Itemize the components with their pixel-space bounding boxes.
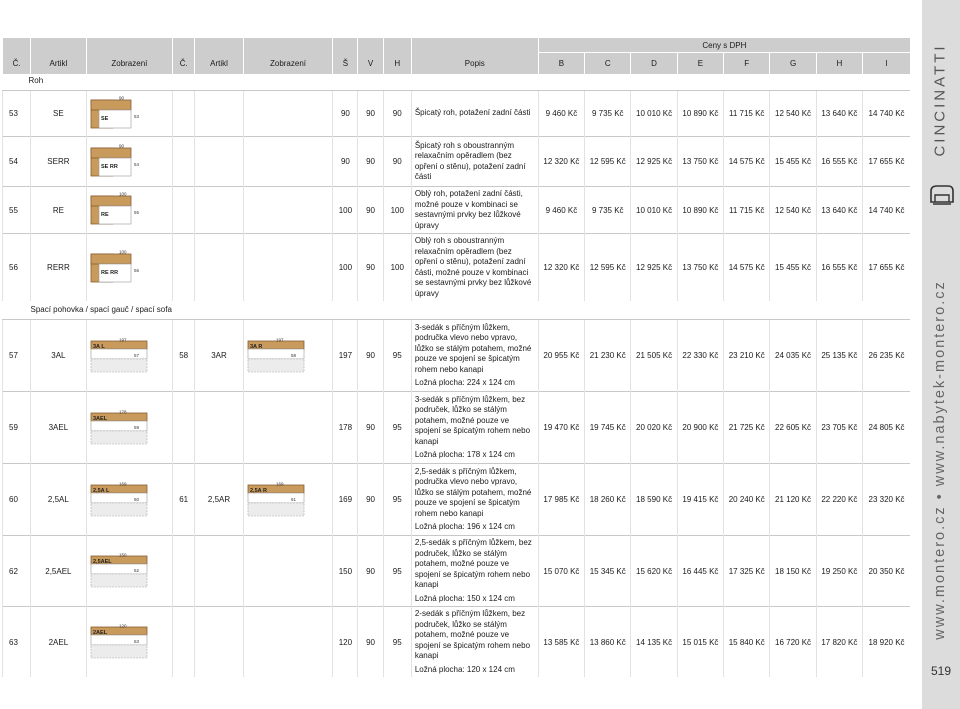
item-description <box>411 320 538 392</box>
price-cell: 14 740 Kč <box>863 91 910 137</box>
sofa-logo-icon <box>928 182 956 206</box>
drawing-width: 169 <box>275 481 284 486</box>
price-cell: 11 715 Kč <box>724 187 770 234</box>
price-col-g: G <box>770 53 816 74</box>
price-cell: 26 235 Kč <box>863 320 910 392</box>
dim-depth: 100 <box>383 234 411 302</box>
empty-cell <box>243 137 333 187</box>
dim-height: 90 <box>358 464 383 536</box>
product-drawing <box>89 192 151 228</box>
item-number: 53 <box>3 91 31 137</box>
item-number: 54 <box>3 137 31 187</box>
price-cell: 13 750 Kč <box>677 137 723 187</box>
description-text: Oblý roh, potažení zadní části, možné pouze v kombinaci se sestavnými prvky bez lůžkové úpravy <box>414 189 523 230</box>
drawing-num: 61 <box>290 496 296 502</box>
table-row <box>3 137 911 187</box>
item-drawing <box>86 320 173 392</box>
item-number-2: 61 <box>173 464 195 536</box>
item-number: 59 <box>3 392 31 464</box>
drawing-label: 2,5A L <box>92 487 109 494</box>
empty-cell <box>243 536 333 607</box>
product-drawing <box>246 482 308 518</box>
item-drawing <box>86 137 173 187</box>
item-number: 63 <box>3 607 31 678</box>
price-cell: 20 350 Kč <box>863 536 910 607</box>
price-cell: 17 820 Kč <box>816 607 862 678</box>
price-col-i: I <box>863 53 910 74</box>
dim-depth: 90 <box>383 137 411 187</box>
dim-depth: 95 <box>383 320 411 392</box>
drawing-bed <box>91 359 147 372</box>
dim-width: 120 <box>333 607 358 678</box>
col-header-hloubka: H <box>383 38 411 74</box>
item-drawing <box>86 607 173 678</box>
drawing-label: 2,5AEL <box>92 559 112 565</box>
item-drawing <box>86 464 173 536</box>
price-cell: 16 555 Kč <box>816 234 862 302</box>
empty-cell <box>243 187 333 234</box>
drawing-back <box>91 148 131 158</box>
price-cell: 9 735 Kč <box>585 187 631 234</box>
price-cell: 12 540 Kč <box>770 187 816 234</box>
col-header-sirka: Š <box>333 38 358 74</box>
price-cell: 24 805 Kč <box>863 392 910 464</box>
description-text: 3-sedák s příčným lůžkem, bez područek, lůžko se stálým potahem, možné pouze ve spojení se špicatým rohem nebo kanapi <box>414 394 531 446</box>
drawing-label: 3AEL <box>92 415 107 422</box>
drawing-num: 58 <box>290 352 296 358</box>
dim-width: 178 <box>333 392 358 464</box>
price-col-e: E <box>677 53 723 74</box>
empty-cell <box>195 187 243 234</box>
item-code: RE <box>31 187 86 234</box>
price-col-h: H <box>816 53 862 74</box>
item-description <box>411 464 538 536</box>
drawing-label: 3A L <box>92 343 105 350</box>
price-cell: 10 010 Kč <box>631 187 677 234</box>
price-cell: 12 320 Kč <box>538 234 584 302</box>
price-cell: 10 890 Kč <box>677 187 723 234</box>
drawing-label: 2AEL <box>92 630 107 636</box>
price-cell: 12 925 Kč <box>631 137 677 187</box>
item-number: 62 <box>3 536 31 607</box>
col-header-artikl: Artikl <box>31 38 86 74</box>
drawing-width: 100 <box>118 192 127 197</box>
item-code-2: 2,5AR <box>195 464 243 536</box>
table-row <box>3 234 911 302</box>
item-code: SE <box>31 91 86 137</box>
item-drawing <box>86 392 173 464</box>
col-header-num: Č. <box>3 38 31 74</box>
price-cell: 23 705 Kč <box>816 392 862 464</box>
item-description <box>411 392 538 464</box>
item-code: 2AEL <box>31 607 86 678</box>
price-cell: 11 715 Kč <box>724 91 770 137</box>
empty-cell <box>173 91 195 137</box>
price-cell: 17 655 Kč <box>863 137 910 187</box>
col-header-vyska: V <box>358 38 383 74</box>
price-col-d: D <box>631 53 677 74</box>
price-cell: 18 590 Kč <box>631 464 677 536</box>
price-cell: 23 320 Kč <box>863 464 910 536</box>
price-cell: 10 010 Kč <box>631 91 677 137</box>
drawing-label: RE <box>100 212 109 218</box>
item-code: RERR <box>31 234 86 302</box>
price-col-c: C <box>585 53 631 74</box>
product-drawing <box>89 144 151 180</box>
price-cell: 14 135 Kč <box>631 607 677 678</box>
item-description <box>411 607 538 678</box>
item-description <box>411 137 538 187</box>
price-cell: 9 460 Kč <box>538 91 584 137</box>
drawing-width: 100 <box>118 249 127 254</box>
dim-height: 90 <box>358 187 383 234</box>
bed-size: Ložná plocha: 120 x 124 cm <box>414 664 515 674</box>
product-drawing <box>89 553 151 589</box>
empty-cell <box>195 607 243 678</box>
price-cell: 16 720 Kč <box>770 607 816 678</box>
item-drawing <box>86 234 173 302</box>
item-number: 55 <box>3 187 31 234</box>
drawing-bed <box>91 645 147 658</box>
price-cell: 15 455 Kč <box>770 234 816 302</box>
drawing-bed <box>248 359 304 372</box>
price-cell: 21 230 Kč <box>585 320 631 392</box>
description-text: 3-sedák s příčným lůžkem, područka vlevo nebo vpravo, lůžko se stálým potahem, možné pouze ve spojení se špicatým rohem nebo kanapi <box>414 322 532 374</box>
item-drawing <box>86 91 173 137</box>
price-col-f: F <box>724 53 770 74</box>
drawing-width: 90 <box>118 95 124 100</box>
price-cell: 13 585 Kč <box>538 607 584 678</box>
dim-width: 197 <box>333 320 358 392</box>
drawing-label: 3A R <box>249 343 263 350</box>
dim-height: 90 <box>358 234 383 302</box>
bed-size: Ložná plocha: 150 x 124 cm <box>414 593 515 603</box>
description-text: Špicatý roh, potažení zadní části <box>414 108 531 118</box>
price-cell: 18 920 Kč <box>863 607 910 678</box>
price-cell: 23 210 Kč <box>724 320 770 392</box>
drawing-width: 197 <box>118 337 127 342</box>
dim-depth: 95 <box>383 464 411 536</box>
price-cell: 14 575 Kč <box>724 234 770 302</box>
item-number: 60 <box>3 464 31 536</box>
drawing-back <box>91 196 131 206</box>
description-text: Oblý roh s oboustranným relaxačním opěradlem (bez opření o stěnu), potažení zadní části, možné pouze v kombinaci se sestavnými prvky bez lůžkové úpravy <box>414 236 532 298</box>
dim-height: 90 <box>358 607 383 678</box>
price-cell: 17 655 Kč <box>863 234 910 302</box>
price-cell: 22 605 Kč <box>770 392 816 464</box>
price-cell: 22 330 Kč <box>677 320 723 392</box>
drawing-num: 62 <box>133 568 139 573</box>
drawing-back <box>91 100 131 110</box>
price-cell: 25 135 Kč <box>816 320 862 392</box>
empty-cell <box>173 234 195 302</box>
price-cell: 10 890 Kč <box>677 91 723 137</box>
price-cell: 13 640 Kč <box>816 187 862 234</box>
price-cell: 18 260 Kč <box>585 464 631 536</box>
dim-depth: 100 <box>383 187 411 234</box>
product-drawing <box>89 410 151 446</box>
price-cell: 15 620 Kč <box>631 536 677 607</box>
price-cell: 15 070 Kč <box>538 536 584 607</box>
dim-height: 90 <box>358 392 383 464</box>
dim-width: 150 <box>333 536 358 607</box>
page-number: 519 <box>930 664 952 678</box>
price-cell: 12 595 Kč <box>585 137 631 187</box>
item-number-2: 58 <box>173 320 195 392</box>
item-number: 57 <box>3 320 31 392</box>
empty-cell <box>173 187 195 234</box>
empty-cell <box>173 536 195 607</box>
dim-width: 169 <box>333 464 358 536</box>
dim-width: 100 <box>333 234 358 302</box>
empty-cell <box>195 234 243 302</box>
dim-depth: 95 <box>383 392 411 464</box>
table-row <box>3 320 911 392</box>
dim-height: 90 <box>358 137 383 187</box>
empty-cell <box>195 536 243 607</box>
col-header-popis: Popis <box>411 38 538 74</box>
price-cell: 12 320 Kč <box>538 137 584 187</box>
item-description <box>411 536 538 607</box>
drawing-bed <box>248 503 304 516</box>
table-row <box>3 464 911 536</box>
drawing-num: 56 <box>133 267 139 273</box>
table-row <box>3 607 911 678</box>
dim-height: 90 <box>358 320 383 392</box>
empty-cell <box>243 91 333 137</box>
description-text: 2-sedák s příčným lůžkem, bez područek, lůžko se stálým potahem, možné pouze ve spojení se špicatým rohem nebo kanapi <box>414 609 531 660</box>
drawing-back <box>91 254 131 264</box>
item-drawing-2 <box>243 320 333 392</box>
item-code: 3AEL <box>31 392 86 464</box>
price-cell: 17 325 Kč <box>724 536 770 607</box>
price-cell: 24 035 Kč <box>770 320 816 392</box>
price-cell: 17 985 Kč <box>538 464 584 536</box>
price-col-b: B <box>538 53 584 74</box>
dim-height: 90 <box>358 536 383 607</box>
drawing-num: 54 <box>133 161 139 167</box>
price-cell: 15 840 Kč <box>724 607 770 678</box>
price-cell: 13 640 Kč <box>816 91 862 137</box>
item-code: 3AL <box>31 320 86 392</box>
price-table <box>2 38 910 677</box>
price-cell: 20 955 Kč <box>538 320 584 392</box>
drawing-width: 90 <box>118 143 124 148</box>
drawing-num: 63 <box>133 639 139 644</box>
empty-cell <box>195 91 243 137</box>
section-roh: Roh <box>3 74 911 91</box>
product-drawing <box>89 338 151 374</box>
item-code: 2,5AL <box>31 464 86 536</box>
price-cell: 19 470 Kč <box>538 392 584 464</box>
price-cell: 15 455 Kč <box>770 137 816 187</box>
section-spaci: Spací pohovka / spací gauč / spací sofa <box>3 301 911 320</box>
item-description <box>411 187 538 234</box>
product-drawing <box>89 482 151 518</box>
product-drawing <box>89 250 151 286</box>
price-cell: 20 240 Kč <box>724 464 770 536</box>
drawing-width: 197 <box>275 337 284 342</box>
dim-width: 90 <box>333 91 358 137</box>
price-cell: 14 740 Kč <box>863 187 910 234</box>
item-code-2: 3AR <box>195 320 243 392</box>
table-row <box>3 392 911 464</box>
drawing-width: 150 <box>118 553 127 558</box>
empty-cell <box>243 234 333 302</box>
item-drawing <box>86 536 173 607</box>
price-cell: 20 900 Kč <box>677 392 723 464</box>
item-number: 56 <box>3 234 31 302</box>
drawing-label: RE RR <box>100 269 118 276</box>
price-cell: 19 745 Kč <box>585 392 631 464</box>
drawing-num: 55 <box>133 210 139 215</box>
table-row <box>3 91 911 137</box>
empty-cell <box>243 392 333 464</box>
drawing-label: SE <box>100 115 108 122</box>
dim-width: 90 <box>333 137 358 187</box>
product-drawing <box>89 624 151 660</box>
dim-depth: 90 <box>383 91 411 137</box>
price-cell: 9 460 Kč <box>538 187 584 234</box>
bed-size: Ložná plocha: 178 x 124 cm <box>414 450 515 459</box>
price-cell: 14 575 Kč <box>724 137 770 187</box>
col-header-zobrazeni2: Zobrazení <box>243 38 333 74</box>
price-cell: 12 595 Kč <box>585 234 631 302</box>
drawing-num: 60 <box>133 496 139 502</box>
drawing-label: 2,5A R <box>249 487 267 494</box>
dim-depth: 95 <box>383 536 411 607</box>
empty-cell <box>195 392 243 464</box>
price-cell: 21 120 Kč <box>770 464 816 536</box>
item-drawing-2 <box>243 464 333 536</box>
item-drawing <box>86 187 173 234</box>
price-cell: 19 415 Kč <box>677 464 723 536</box>
drawing-num: 53 <box>133 113 139 119</box>
website-urls: www.montero.cz • www.nabytek-montero.cz <box>932 280 948 640</box>
col-header-ceny: Ceny s DPH <box>538 38 910 53</box>
item-description <box>411 234 538 302</box>
drawing-num: 59 <box>133 424 139 430</box>
empty-cell <box>173 137 195 187</box>
price-cell: 12 925 Kč <box>631 234 677 302</box>
item-code: SERR <box>31 137 86 187</box>
col-header-zobrazeni: Zobrazení <box>86 38 173 74</box>
empty-cell <box>243 607 333 678</box>
drawing-num: 57 <box>133 352 139 358</box>
price-cell: 21 725 Kč <box>724 392 770 464</box>
product-drawing <box>89 96 151 132</box>
empty-cell <box>173 607 195 678</box>
table-row <box>3 187 911 234</box>
bed-size: Ložná plocha: 224 x 124 cm <box>414 378 515 387</box>
price-cell: 15 015 Kč <box>677 607 723 678</box>
empty-cell <box>195 137 243 187</box>
bed-size: Ložná plocha: 196 x 124 cm <box>414 522 515 531</box>
price-cell: 22 220 Kč <box>816 464 862 536</box>
product-drawing <box>246 338 308 374</box>
drawing-width: 178 <box>118 409 127 414</box>
description-text: 2,5-sedák s příčným lůžkem, područka vlevo nebo vpravo, lůžko se stálým potahem, možné pouze ve spojení se špicatým rohem nebo kanapi <box>414 466 532 518</box>
price-cell: 19 250 Kč <box>816 536 862 607</box>
col-header-artikl2: Artikl <box>195 38 243 74</box>
price-cell: 16 555 Kč <box>816 137 862 187</box>
empty-cell <box>173 392 195 464</box>
drawing-width: 120 <box>118 624 127 629</box>
price-cell: 15 345 Kč <box>585 536 631 607</box>
drawing-bed <box>91 574 147 587</box>
price-cell: 21 505 Kč <box>631 320 677 392</box>
price-cell: 12 540 Kč <box>770 91 816 137</box>
dim-height: 90 <box>358 91 383 137</box>
price-cell: 13 860 Kč <box>585 607 631 678</box>
price-cell: 20 020 Kč <box>631 392 677 464</box>
price-cell: 16 445 Kč <box>677 536 723 607</box>
description-text: 2,5-sedák s příčným lůžkem, bez područek, lůžko se stálým potahem, možné pouze ve spojení se špicatým rohem nebo kanapi <box>414 538 532 589</box>
drawing-bed <box>91 431 147 444</box>
drawing-bed <box>91 503 147 516</box>
brand-name: CINCINATTI <box>931 43 949 157</box>
description-text: Špicatý roh s oboustranným relaxačním opěradlem (bez opření o stěnu), potažení zadní části <box>414 140 526 181</box>
dim-width: 100 <box>333 187 358 234</box>
drawing-width: 169 <box>118 481 127 486</box>
drawing-label: SE RR <box>100 163 118 170</box>
price-cell: 13 750 Kč <box>677 234 723 302</box>
table-row <box>3 536 911 607</box>
dim-depth: 95 <box>383 607 411 678</box>
col-header-num2: Č. <box>173 38 195 74</box>
price-cell: 18 150 Kč <box>770 536 816 607</box>
item-description <box>411 91 538 137</box>
item-code: 2,5AEL <box>31 536 86 607</box>
price-cell: 9 735 Kč <box>585 91 631 137</box>
